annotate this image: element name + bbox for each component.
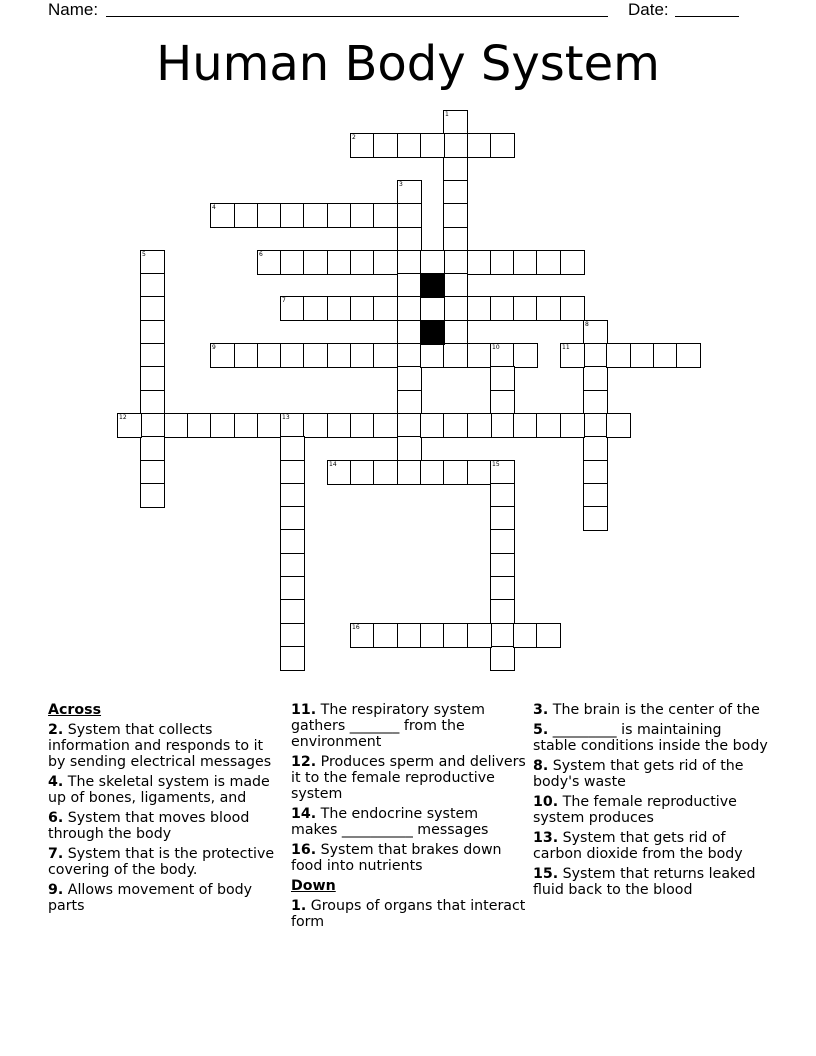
crossword-cell[interactable] (606, 413, 631, 438)
crossword-cell[interactable] (373, 296, 398, 321)
crossword-cell[interactable] (443, 623, 468, 648)
crossword-cell[interactable] (373, 460, 398, 485)
crossword-cell[interactable] (280, 553, 305, 578)
crossword-cell[interactable] (583, 436, 608, 461)
crossword-cell[interactable] (397, 366, 422, 391)
crossword-cell[interactable] (490, 133, 515, 158)
crossword-cell[interactable] (303, 250, 328, 275)
crossword-cell[interactable] (490, 296, 515, 321)
clue-number-label: 1 (445, 111, 449, 118)
crossword-cell[interactable] (140, 436, 165, 461)
crossword-cell[interactable] (467, 296, 492, 321)
crossword-cell[interactable] (280, 460, 305, 485)
crossword-cell[interactable] (443, 180, 468, 205)
crossword-cell[interactable] (350, 343, 375, 368)
crossword-cell[interactable] (397, 390, 422, 415)
crossword-cell[interactable] (140, 250, 165, 275)
clue-text: Produces sperm and delivers it to the female reproductive system (291, 754, 526, 802)
crossword-cell[interactable] (373, 203, 398, 228)
name-label: Name: (48, 0, 99, 19)
crossword-cell[interactable] (583, 320, 608, 345)
crossword-cell[interactable] (490, 366, 515, 391)
crossword-cell[interactable] (210, 413, 235, 438)
crossword-cell[interactable] (420, 296, 445, 321)
clue-across-6 (48, 810, 284, 842)
crossword-cell[interactable] (443, 203, 468, 228)
clue-number-label: 8 (585, 321, 589, 328)
crossword-cell[interactable] (536, 413, 561, 438)
crossword-cell[interactable] (443, 460, 468, 485)
clue-down-13 (533, 830, 769, 862)
crossword-cell[interactable] (490, 343, 515, 368)
crossword-cell[interactable] (443, 273, 468, 298)
crossword-cell[interactable] (397, 436, 422, 461)
clue-text: System that returns leaked fluid back to the blood (533, 866, 756, 898)
crossword-cell[interactable] (583, 366, 608, 391)
crossword-cell[interactable] (117, 413, 142, 438)
clue-text: Allows movement of body parts (48, 882, 253, 914)
crossword-cell[interactable] (350, 460, 375, 485)
crossword-cell[interactable] (280, 436, 305, 461)
crossword-cell[interactable] (280, 413, 305, 438)
clue-number: 5. (533, 722, 549, 738)
crossword-cell[interactable] (490, 646, 515, 671)
clue-text: System that is the protective covering of the body. (48, 846, 275, 878)
clue-number-label: 3 (399, 181, 403, 188)
crossword-cell[interactable] (490, 623, 515, 648)
crossword-cell[interactable] (303, 296, 328, 321)
clue-across-12 (291, 754, 527, 802)
clues-column-2 (291, 702, 527, 934)
crossword-cell[interactable] (583, 390, 608, 415)
crossword-cell[interactable] (140, 273, 165, 298)
crossword-cell[interactable] (443, 250, 468, 275)
crossword-cell[interactable] (583, 483, 608, 508)
clue-number-label: 7 (282, 297, 286, 304)
clue-number-label: 6 (259, 251, 263, 258)
clue-number-label: 2 (352, 134, 356, 141)
crossword-cell[interactable] (350, 250, 375, 275)
clue-number: 7. (48, 846, 64, 862)
clue-number: 16. (291, 842, 317, 858)
clue-number-label: 14 (329, 461, 337, 468)
crossword-cell[interactable] (420, 413, 445, 438)
crossword-cell[interactable] (210, 203, 235, 228)
crossword-cell[interactable] (467, 460, 492, 485)
clues-column-3 (533, 702, 769, 902)
crossword-cell[interactable] (467, 250, 492, 275)
crossword-cell[interactable] (420, 250, 445, 275)
crossword-cell[interactable] (490, 413, 515, 438)
crossword-cell[interactable] (467, 133, 492, 158)
crossword-cell[interactable] (280, 623, 305, 648)
crossword-cell[interactable] (234, 203, 259, 228)
date-label: Date: (628, 0, 669, 19)
crossword-cell[interactable] (397, 273, 422, 298)
crossword-cell[interactable] (140, 320, 165, 345)
clue-number: 1. (291, 898, 307, 914)
crossword-cell[interactable] (490, 529, 515, 554)
crossword-cell[interactable] (234, 413, 259, 438)
crossword-cell[interactable] (350, 203, 375, 228)
black-square (420, 273, 445, 298)
crossword-cell[interactable] (583, 506, 608, 531)
crossword-cell[interactable] (257, 203, 282, 228)
crossword-cell[interactable] (140, 483, 165, 508)
crossword-cell[interactable] (513, 296, 538, 321)
crossword-cell[interactable] (513, 343, 538, 368)
clue-number-label: 16 (352, 624, 360, 631)
crossword-cell[interactable] (373, 623, 398, 648)
clue-text: The respiratory system gathers _______ from the environment (291, 702, 485, 750)
clue-across-14 (291, 806, 527, 838)
crossword-cell[interactable] (513, 413, 538, 438)
crossword-cell[interactable] (653, 343, 678, 368)
crossword-cell[interactable] (606, 343, 631, 368)
crossword-cell[interactable] (443, 296, 468, 321)
crossword-cell[interactable] (583, 460, 608, 485)
page-title: Human Body System (156, 36, 660, 92)
crossword-cell[interactable] (397, 320, 422, 345)
crossword-cell[interactable] (490, 483, 515, 508)
clue-text: System that collects information and responds to it by sending electrical messages (48, 722, 272, 770)
crossword-cell[interactable] (443, 157, 468, 182)
crossword-cell[interactable] (536, 623, 561, 648)
crossword-cell[interactable] (490, 506, 515, 531)
clue-down-3 (533, 702, 769, 718)
crossword-cell[interactable] (234, 343, 259, 368)
clue-number: 3. (533, 702, 549, 718)
crossword-cell[interactable] (513, 250, 538, 275)
crossword-cell[interactable] (140, 296, 165, 321)
clue-down-15 (533, 866, 769, 898)
crossword-cell[interactable] (280, 250, 305, 275)
crossword-cell[interactable] (397, 623, 422, 648)
crossword-cell[interactable] (327, 203, 352, 228)
clue-text: System that moves blood through the body (48, 810, 250, 842)
clue-down-1 (291, 898, 527, 930)
crossword-cell[interactable] (140, 413, 165, 438)
crossword-cell[interactable] (187, 413, 212, 438)
crossword-cell[interactable] (443, 320, 468, 345)
crossword-cell[interactable] (280, 483, 305, 508)
crossword-cell[interactable] (327, 343, 352, 368)
crossword-cell[interactable] (350, 623, 375, 648)
crossword-cell[interactable] (280, 576, 305, 601)
crossword-cell[interactable] (140, 390, 165, 415)
crossword-cell[interactable] (140, 366, 165, 391)
crossword-cell[interactable] (443, 227, 468, 252)
crossword-cell[interactable] (350, 133, 375, 158)
crossword-cell[interactable] (676, 343, 701, 368)
clue-text: The brain is the center of the (552, 702, 760, 718)
crossword-cell[interactable] (280, 203, 305, 228)
clue-number: 6. (48, 810, 64, 826)
crossword-cell[interactable] (560, 250, 585, 275)
crossword-cell[interactable] (397, 460, 422, 485)
crossword-cell[interactable] (560, 343, 585, 368)
clues-column-1 (48, 702, 284, 918)
crossword-cell[interactable] (257, 343, 282, 368)
clue-number-label: 11 (562, 344, 570, 351)
crossword-cell[interactable] (280, 529, 305, 554)
crossword-cell[interactable] (467, 623, 492, 648)
crossword-cell[interactable] (280, 296, 305, 321)
crossword-cell[interactable] (164, 413, 189, 438)
crossword-cell[interactable] (257, 413, 282, 438)
crossword-cell[interactable] (583, 413, 608, 438)
crossword-cell[interactable] (443, 133, 468, 158)
crossword-cell[interactable] (490, 553, 515, 578)
clue-across-11 (291, 702, 527, 750)
crossword-cell[interactable] (280, 343, 305, 368)
crossword-cell[interactable] (373, 250, 398, 275)
crossword-cell[interactable] (467, 413, 492, 438)
crossword-cell[interactable] (443, 413, 468, 438)
crossword-cell[interactable] (420, 343, 445, 368)
crossword-cell[interactable] (490, 599, 515, 624)
clue-number: 9. (48, 882, 64, 898)
crossword-cell[interactable] (443, 343, 468, 368)
crossword-cell[interactable] (280, 599, 305, 624)
crossword-cell[interactable] (397, 180, 422, 205)
clue-number: 15. (533, 866, 559, 882)
crossword-cell[interactable] (536, 250, 561, 275)
crossword-cell[interactable] (420, 133, 445, 158)
crossword-cell[interactable] (490, 390, 515, 415)
clue-number-label: 13 (282, 414, 290, 421)
clue-number: 13. (533, 830, 559, 846)
crossword-cell[interactable] (467, 343, 492, 368)
crossword-cell[interactable] (420, 460, 445, 485)
black-square (420, 320, 445, 345)
clue-number-label: 5 (142, 251, 146, 258)
crossword-cell[interactable] (350, 413, 375, 438)
clue-number: 12. (291, 754, 317, 770)
crossword-cell[interactable] (327, 413, 352, 438)
crossword-cell[interactable] (443, 110, 468, 135)
crossword-cell[interactable] (490, 250, 515, 275)
crossword-cell[interactable] (536, 296, 561, 321)
clue-text: The skeletal system is made up of bones, ligaments, and (48, 774, 270, 806)
clue-text: System that brakes down food into nutrients (291, 842, 502, 874)
clue-number-label: 10 (492, 344, 500, 351)
clue-text: System that gets rid of the body's waste (533, 758, 744, 790)
crossword-cell[interactable] (327, 460, 352, 485)
clue-number: 8. (533, 758, 549, 774)
clue-text: The female reproductive system produces (533, 794, 737, 826)
crossword-cell[interactable] (397, 250, 422, 275)
clue-across-7 (48, 846, 284, 878)
clue-number: 10. (533, 794, 559, 810)
crossword-cell[interactable] (490, 460, 515, 485)
crossword-cell[interactable] (350, 296, 375, 321)
crossword-cell[interactable] (397, 227, 422, 252)
clue-across-9 (48, 882, 284, 914)
crossword-cell[interactable] (560, 296, 585, 321)
crossword-cell[interactable] (140, 460, 165, 485)
clue-number: 14. (291, 806, 317, 822)
down-heading: Down (291, 878, 336, 894)
clue-across-4 (48, 774, 284, 806)
crossword-cell[interactable] (373, 413, 398, 438)
crossword-cell[interactable] (303, 413, 328, 438)
crossword-cell[interactable] (140, 343, 165, 368)
crossword-cell[interactable] (257, 250, 282, 275)
clue-across-16 (291, 842, 527, 874)
clue-text: System that gets rid of carbon dioxide from the body (533, 830, 743, 862)
clue-text: Groups of organs that interact form (291, 898, 526, 930)
clue-number-label: 15 (492, 461, 500, 468)
clue-number-label: 12 (119, 414, 127, 421)
crossword-cell[interactable] (560, 413, 585, 438)
clue-number-label: 4 (212, 204, 216, 211)
crossword-cell[interactable] (490, 576, 515, 601)
crossword-cell[interactable] (303, 343, 328, 368)
crossword-cell[interactable] (397, 296, 422, 321)
clue-down-10 (533, 794, 769, 826)
clue-number: 4. (48, 774, 64, 790)
crossword-cell[interactable] (420, 623, 445, 648)
crossword-cell[interactable] (210, 343, 235, 368)
crossword-cell[interactable] (513, 623, 538, 648)
crossword-cell[interactable] (397, 343, 422, 368)
crossword-cell[interactable] (280, 506, 305, 531)
crossword-cell[interactable] (327, 296, 352, 321)
clue-down-5 (533, 722, 769, 754)
crossword-cell[interactable] (630, 343, 655, 368)
across-heading: Across (48, 702, 102, 718)
clue-number: 2. (48, 722, 64, 738)
clue-text: _________ is maintaining stable conditions inside the body (533, 722, 768, 754)
crossword-cell[interactable] (397, 203, 422, 228)
crossword-cell[interactable] (280, 646, 305, 671)
clue-across-2 (48, 722, 284, 770)
crossword-cell[interactable] (373, 343, 398, 368)
crossword-cell[interactable] (303, 203, 328, 228)
crossword-cell[interactable] (583, 343, 608, 368)
crossword-cell[interactable] (327, 250, 352, 275)
clue-number-label: 9 (212, 344, 216, 351)
crossword-cell[interactable] (397, 413, 422, 438)
crossword-cell[interactable] (373, 133, 398, 158)
clue-down-8 (533, 758, 769, 790)
crossword-cell[interactable] (397, 133, 422, 158)
clue-text: The endocrine system makes __________ messages (291, 806, 489, 838)
clue-number: 11. (291, 702, 317, 718)
